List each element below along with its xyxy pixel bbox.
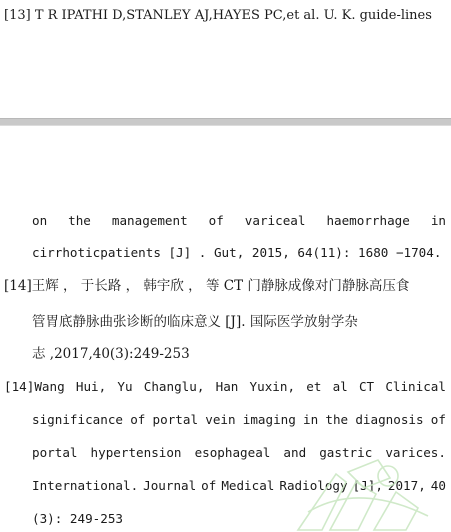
- word: CT: [358, 379, 375, 394]
- ref13-line2: [32, 212, 446, 230]
- word: Radiology: [279, 478, 348, 493]
- word: International.: [32, 478, 139, 493]
- word: and: [283, 445, 307, 460]
- word: Yu: [117, 379, 133, 394]
- word: the: [325, 412, 349, 427]
- word: on: [32, 213, 48, 228]
- word: variceal: [244, 213, 306, 228]
- word: portal: [152, 412, 199, 427]
- word: al: [332, 379, 348, 394]
- word: Medical: [221, 478, 275, 493]
- word: management: [111, 213, 188, 228]
- word: Hui,: [75, 379, 107, 394]
- word: varices.: [385, 445, 446, 460]
- word: Journal: [143, 478, 197, 493]
- word: [J],: [352, 478, 383, 493]
- word: Yuxin,: [249, 379, 296, 394]
- word: of: [130, 412, 146, 427]
- ref14-cn-line3: 志 ,2017,40(3):249-253: [32, 346, 190, 362]
- word: 40: [430, 478, 446, 493]
- word: 2017,: [387, 478, 426, 493]
- word: hypertension: [90, 445, 182, 460]
- word: gastric: [319, 445, 373, 460]
- word: of: [430, 412, 446, 427]
- page-break-separator: [0, 118, 451, 126]
- ref14-en-line4: [32, 477, 446, 495]
- word: [14]Wang: [4, 379, 65, 394]
- word: Changlu,: [143, 379, 205, 394]
- word: of: [201, 478, 217, 493]
- document-page-upper: [0, 0, 451, 118]
- word: Han: [215, 379, 239, 394]
- word: diagnosis: [355, 412, 424, 427]
- word: vein: [205, 412, 236, 427]
- ref14-cn-line1: [14]王辉 ， 于长路 ， 韩宇欣 ， 等 CT 门静脉成像对门静脉高压食: [4, 278, 410, 294]
- word: esophageal: [194, 445, 271, 460]
- word: of: [208, 213, 224, 228]
- ref14-en-line3: [32, 444, 446, 462]
- ref13-line3: cirrhoticpatients [J] . Gut, 2015, 64(11): 1680 −1704.: [32, 245, 442, 260]
- ref14-en-line1: [4, 378, 446, 396]
- ref14-en-line2: [32, 411, 446, 429]
- word: the: [68, 213, 91, 228]
- word: et: [306, 379, 322, 394]
- word: haemorrhage: [326, 213, 410, 228]
- word: in: [303, 412, 319, 427]
- ref13-line1: [13] T R IPATHI D,STANLEY AJ,HAYES PC,et al. U. K. guide-lines: [4, 8, 432, 23]
- word: portal: [32, 445, 78, 460]
- word: imaging: [242, 412, 296, 427]
- word: significance: [32, 412, 123, 427]
- ref14-cn-line2: 管胃底静脉曲张诊断的临床意义 [J]. 国际医学放射学杂: [32, 314, 358, 330]
- word: in: [430, 213, 446, 228]
- document-page-lower: [0, 126, 451, 528]
- ref14-en-line5: (3): 249-253: [32, 511, 123, 526]
- word: Clinical: [385, 379, 446, 394]
